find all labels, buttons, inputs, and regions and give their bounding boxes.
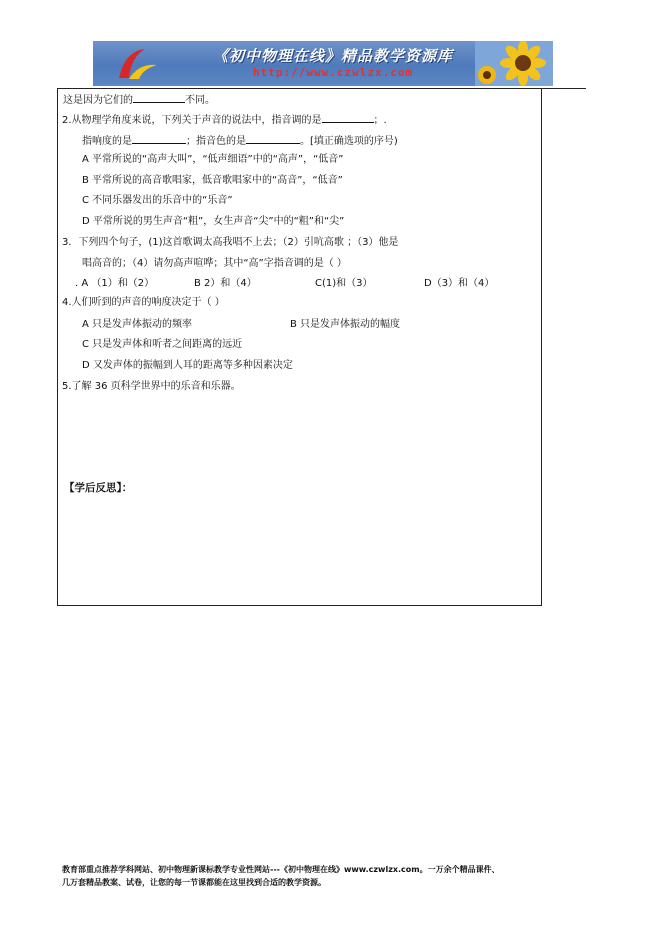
q2-timbre-blank[interactable] [246, 133, 300, 144]
q4-option-d: D 又发声体的振幅到人耳的距离等多种因素决定 [82, 360, 293, 371]
q2-loudness-blank[interactable] [132, 133, 186, 144]
header-banner [93, 41, 553, 86]
banner-title: 《初中物理在线》精品教学资源库 [213, 47, 454, 65]
q3-stem-line2: 唱高音的；（4）请勿高声喧哗；其中“高”字指音调的是（ ） [82, 258, 347, 269]
q2-option-c: C 不同乐器发出的乐音中的“乐音” [82, 195, 233, 206]
q3-stem-line1: 3．下列四个句子，(1)这首歌调太高我唱不上去；（2）引吭高歌 ；（3）他是 [62, 237, 399, 248]
q5-text: 5.了解 36 页科学世界中的乐音和乐器。 [62, 381, 241, 392]
q2-stem: 2.从物理学角度来说，下列关于声音的说法中，指音调的是 ；. [62, 112, 387, 128]
banner-url[interactable]: http://www.czwlzx.com [253, 66, 414, 79]
q1-tail: 这是因为它们的 不同。 [63, 92, 215, 108]
q2-option-a: A 平常所说的“高声大叫”，“低声细语”中的“高声”，“低音” [82, 154, 344, 165]
footer-line1: 教育部重点推荐学科网站、初中物理新课标教学专业性网站---《初中物理在线》www.czwlzx.com。一万余个精品课件、 [62, 865, 500, 874]
q1-answer-blank[interactable] [133, 92, 185, 103]
header-rule [541, 88, 586, 89]
q4-option-b: B 只是发声体振动的幅度 [290, 319, 401, 330]
q3-option-c: C(1)和（3） [315, 278, 373, 289]
site-logo-icon [115, 45, 161, 83]
q3-option-d: D（3）和（4） [424, 278, 495, 289]
q4-option-a: A 只是发声体振动的频率 [82, 319, 193, 330]
q2-option-d: D 平常所说的男生声音“粗”，女生声音“尖”中的“粗”和“尖” [82, 216, 345, 227]
q3-option-b: B 2）和（4） [194, 278, 257, 289]
q2-line2: 指响度的是 ；指音色的是 。[填正确选项的序号) [82, 133, 398, 149]
q3-option-a: . A （1）和（2） [75, 278, 155, 289]
footer-line2: 几万套精品教案、试卷，让您的每一节课都能在这里找到合适的教学资源。 [62, 878, 326, 887]
q2-option-b: B 平常所说的高音歌唱家，低音歌唱家中的“高音”，“低音” [82, 175, 343, 186]
q4-stem: 4.人们听到的声音的响度决定于（ ） [62, 297, 225, 308]
q4-option-c: C 只是发声体和听者之间距离的远近 [82, 339, 243, 350]
q2-pitch-blank[interactable] [322, 112, 374, 123]
reflection-heading: 【学后反思】： [64, 482, 133, 494]
sunflower-image [475, 41, 553, 86]
